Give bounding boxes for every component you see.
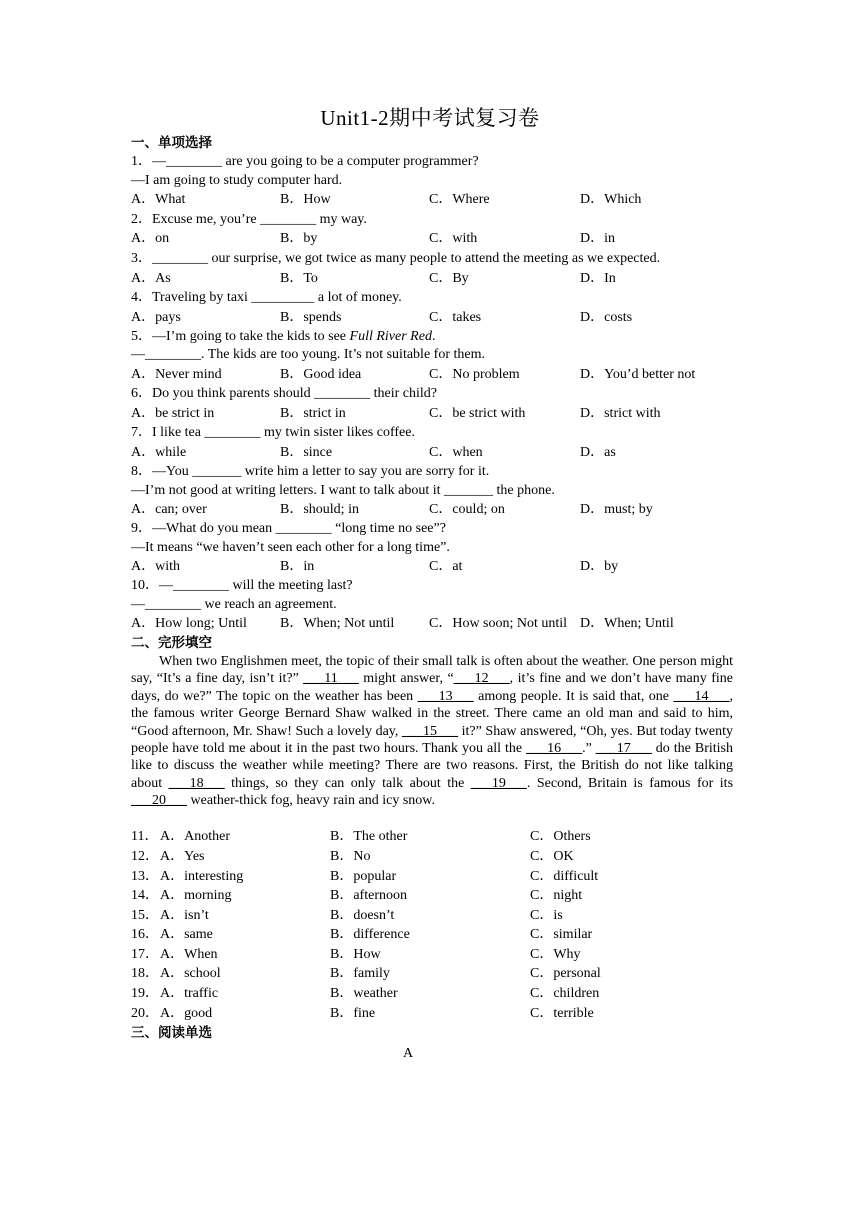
question-1-reply: —I am going to study computer hard. xyxy=(131,173,343,188)
option-c: C．OK xyxy=(530,849,574,864)
option-b: B．weather xyxy=(330,986,398,1001)
option-c: C．could; on xyxy=(429,502,505,517)
option-c: C．children xyxy=(530,986,600,1001)
question-8-text: 8．—You _______ write him a letter to say you are sorry for it. xyxy=(131,464,490,479)
option-b: B．fine xyxy=(330,1006,376,1021)
blank-12: ___12___ xyxy=(453,671,510,687)
blank-17: ___17___ xyxy=(595,741,652,757)
question-3-options xyxy=(131,270,731,288)
option-c: C．personal xyxy=(530,966,601,981)
choice-row-12 xyxy=(131,848,731,866)
choice-number: 19． xyxy=(131,986,159,1001)
option-b: B．doesn’t xyxy=(330,908,395,923)
option-a: A．can; over xyxy=(131,502,207,517)
choice-row-14 xyxy=(131,887,731,905)
page-title: Unit1-2期中考试复习卷 xyxy=(320,106,540,130)
option-d: D．costs xyxy=(580,310,633,325)
option-c: C．Where xyxy=(429,192,490,207)
option-b: B．should; in xyxy=(280,502,359,517)
cloze-paragraph: When two Englishmen meet, the topic of their small talk is often about the weather. One person might say, “It’s a fine day, isn’t it?” ___11___ might answer, “___12___, it’s fine and we don’t have many fine days, do we?” The topic on the weather has been ___13___ among people. It is said that, one ___14___, the famous writer George Bernard Shaw walked in the street. There came an old man and said to him, “Good afternoon, Mr. Shaw! Such a lovely day, ___15___ it?” Shaw answered, “Oh, yes. But today twenty people have told me about it in the past two hours. Thank you all the ___16___.” ___17___ do the British like to discuss the weather while meeting? There are two reasons. First, the British do not like talking about ___18___ things, so they can only talk about the ___19___. Second, Britain is famous for its ___20___ weather-thick fog, heavy rain and icy snow. xyxy=(131,654,734,809)
option-c: C．when xyxy=(429,445,483,460)
option-a: A．What xyxy=(131,192,186,207)
question-5-text: 5．—I’m going to take the kids to see Full River Red. xyxy=(131,329,436,344)
option-a: A．be strict in xyxy=(131,406,215,421)
option-b: B．strict in xyxy=(280,406,346,421)
option-b: B．family xyxy=(330,966,390,981)
option-c: C．How soon; Not until xyxy=(429,616,568,631)
option-a: A．interesting xyxy=(160,869,244,884)
question-4-text: 4．Traveling by taxi _________ a lot of money. xyxy=(131,290,402,305)
question-6-options xyxy=(131,405,731,423)
question-2-text: 2．Excuse me, you’re ________ my way. xyxy=(131,212,367,227)
option-a: A．school xyxy=(160,966,221,981)
choice-number: 20． xyxy=(131,1006,159,1021)
choice-row-16 xyxy=(131,926,731,944)
option-c: C．By xyxy=(429,271,469,286)
option-c: C．difficult xyxy=(530,869,599,884)
option-a: A．pays xyxy=(131,310,181,325)
choice-row-17 xyxy=(131,946,731,964)
option-b: B．spends xyxy=(280,310,342,325)
choice-row-18 xyxy=(131,965,731,983)
option-a: A．with xyxy=(131,559,180,574)
question-10-options xyxy=(131,615,731,633)
choice-row-11 xyxy=(131,828,731,846)
option-d: D．strict with xyxy=(580,406,661,421)
question-3-text: 3．________ our surprise, we got twice as many people to attend the meeting as we expected. xyxy=(131,251,661,266)
option-d: D．Which xyxy=(580,192,642,207)
choice-number: 11． xyxy=(131,829,159,844)
option-b: B．popular xyxy=(330,869,397,884)
option-a: A．isn’t xyxy=(160,908,209,923)
question-7-text: 7．I like tea ________ my twin sister likes coffee. xyxy=(131,425,415,440)
blank-19: ___19___ xyxy=(470,775,527,791)
option-c: C．similar xyxy=(530,927,593,942)
section-heading-cloze: 二、完形填空 xyxy=(131,635,212,651)
section-heading-single-choice: 一、单项选择 xyxy=(131,135,212,151)
option-c: C．night xyxy=(530,888,583,903)
blank-15: ___15___ xyxy=(402,723,458,739)
question-1-options xyxy=(131,191,731,209)
option-c: C．terrible xyxy=(530,1006,594,1021)
question-10-reply: —________ we reach an agreement. xyxy=(131,597,337,612)
choice-row-13 xyxy=(131,868,731,886)
option-d: D．You’d better not xyxy=(580,367,696,382)
blank-13: ___13___ xyxy=(417,688,474,704)
option-a: A．Never mind xyxy=(131,367,222,382)
film-title: Full River Red xyxy=(349,329,432,344)
option-b: B．No xyxy=(330,849,371,864)
blank-18: ___18___ xyxy=(168,775,225,791)
option-b: B．since xyxy=(280,445,333,460)
question-4-options xyxy=(131,309,731,327)
option-b: B．by xyxy=(280,231,318,246)
option-d: D．as xyxy=(580,445,616,460)
option-a: A．morning xyxy=(160,888,232,903)
option-a: A．Another xyxy=(160,829,230,844)
option-c: C．Others xyxy=(530,829,591,844)
choice-row-19 xyxy=(131,985,731,1003)
option-a: A．Yes xyxy=(160,849,205,864)
option-b: B．How xyxy=(330,947,381,962)
option-c: C．is xyxy=(530,908,563,923)
option-b: B．Good idea xyxy=(280,367,362,382)
option-a: A．good xyxy=(160,1006,213,1021)
option-a: A．same xyxy=(160,927,213,942)
choice-number: 16． xyxy=(131,927,159,942)
question-8-reply: —I’m not good at writing letters. I want to talk about it _______ the phone. xyxy=(131,483,555,498)
section-heading-reading: 三、阅读单选 xyxy=(131,1025,212,1041)
choice-number: 15． xyxy=(131,908,159,923)
question-9-reply: —It means “we haven’t seen each other for a long time”. xyxy=(131,540,450,555)
option-c: C．at xyxy=(429,559,463,574)
option-b: B．The other xyxy=(330,829,408,844)
question-1-text: 1．—________ are you going to be a computer programmer? xyxy=(131,154,479,169)
option-c: C．takes xyxy=(429,310,482,325)
option-a: A．on xyxy=(131,231,170,246)
option-d: D．must; by xyxy=(580,502,653,517)
question-2-options xyxy=(131,230,731,248)
question-9-options xyxy=(131,558,731,576)
choice-number: 12． xyxy=(131,849,159,864)
question-8-options xyxy=(131,501,731,519)
option-c: C．No problem xyxy=(429,367,520,382)
option-a: A．As xyxy=(131,271,171,286)
option-b: B．To xyxy=(280,271,318,286)
option-a: A．traffic xyxy=(160,986,219,1001)
question-5-reply: —________. The kids are too young. It’s not suitable for them. xyxy=(131,347,485,362)
reading-passage-label: A xyxy=(402,1046,414,1061)
choice-number: 14． xyxy=(131,888,159,903)
option-d: D．In xyxy=(580,271,616,286)
blank-14: ___14___ xyxy=(673,688,730,704)
cloze-passage xyxy=(131,653,733,810)
choice-number: 13． xyxy=(131,869,159,884)
option-b: B．afternoon xyxy=(330,888,407,903)
option-d: D．When; Until xyxy=(580,616,674,631)
question-10-text: 10．—________ will the meeting last? xyxy=(131,578,353,593)
blank-16: ___16___ xyxy=(526,741,583,757)
option-a: A．When xyxy=(160,947,218,962)
option-d: D．in xyxy=(580,231,615,246)
option-c: C．with xyxy=(429,231,478,246)
blank-20: ___20___ xyxy=(131,793,187,809)
option-c: C．Why xyxy=(530,947,581,962)
question-5-options xyxy=(131,366,731,384)
option-a: A．How long; Until xyxy=(131,616,247,631)
choice-number: 18． xyxy=(131,966,159,981)
choice-row-15 xyxy=(131,907,731,925)
choice-row-20 xyxy=(131,1005,731,1023)
option-b: B．How xyxy=(280,192,331,207)
option-c: C．be strict with xyxy=(429,406,526,421)
option-b: B．When; Not until xyxy=(280,616,395,631)
option-b: B．difference xyxy=(330,927,410,942)
blank-11: ___11___ xyxy=(303,671,359,687)
question-9-text: 9．—What do you mean ________ “long time no see”? xyxy=(131,521,446,536)
option-d: D．by xyxy=(580,559,619,574)
option-b: B．in xyxy=(280,559,315,574)
question-6-text: 6．Do you think parents should ________ their child? xyxy=(131,386,438,401)
question-7-options xyxy=(131,444,731,462)
option-a: A．while xyxy=(131,445,187,460)
choice-number: 17． xyxy=(131,947,159,962)
